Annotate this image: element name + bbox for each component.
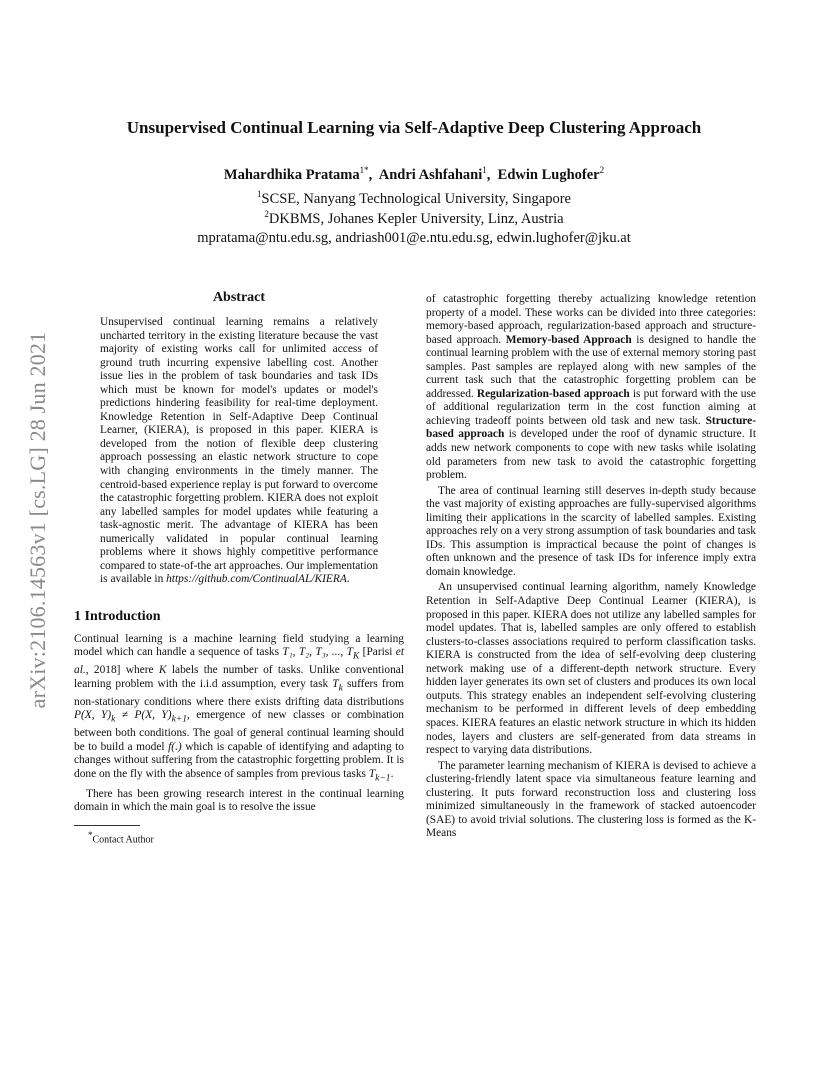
author-2-affil-mark: 1: [482, 165, 487, 175]
footnote-contact-author: [74, 830, 404, 845]
term-regularization-based: Regularization-based approach: [476, 387, 630, 400]
intro-p1-text-7: which is capable of identifying and adapting to changes without suffering from the catastrophic forgetting problem. It is done on the fly with the absence of samples from previous tasks: [74, 740, 405, 780]
intro-p1-text-8: .: [390, 767, 394, 780]
intro-p1-text-5: suffers from non-stationary conditions where there exists drifting data distributions: [74, 677, 404, 708]
math-dist-b-sub: k+1: [171, 714, 187, 725]
math-Tk: [332, 677, 343, 694]
math-task-sequence-base: T₁, T₂, T₃, ..., T: [282, 646, 353, 659]
math-dist-b: ≠ P(X, Y): [115, 709, 172, 722]
section-heading-introduction: 1 Introduction: [74, 608, 161, 624]
right-p1-text-c: is designed to handle the continual learning problem with the use of external memory storing past samples. Past samples are replayed along with new samples of the current task such that the catastrophic forgetting problem can be addressed.: [426, 333, 756, 400]
paper-title: Unsupervised Continual Learning via Self-Adaptive Deep Clustering Approach: [126, 118, 702, 137]
intro-p1-text-4: labels the number of tasks. Unlike conventional learning problem with the i.i.d assumption, every task: [74, 664, 404, 690]
affiliation-2-text: DKBMS, Johanes Kepler University, Linz, Austria: [268, 210, 564, 227]
right-column: [426, 293, 756, 841]
right-p1-text-e: is put forward with the use of additional regularization term in the cost function aiming at achieving tradeoff points between old task and new task.: [426, 387, 756, 427]
affiliation-1-mark: 1: [257, 189, 262, 199]
intro-paragraph-1: [74, 633, 404, 786]
affiliation-1-text: SCSE, Nanyang Technological University, Singapore: [261, 190, 571, 207]
abstract-text: Unsupervised continual learning remains a relatively uncharted territory in the existing literature because the vast majority of existing works call for unlimited access of ground truth incurring expensive labelling cost. Another issue lies in the problem of task boundaries and task IDs which must be known for model's updates or model's predictions hindering feasibility for real-time deployment. Knowledge Retention in Self-Adaptive Deep Continual Learner, (KIERA), is proposed in this paper. KIERA is developed from the notion of flexible deep clustering approach possessing an elastic network structure to cope with changing environments in the timely manner. The centroid-based experience replay is put forward to overcome the catastrophic forgetting problem. KIERA does not exploit any labelled samples for model updates while featuring a task-agnostic merit. The advantage of KIERA has been numerically validated in popular continual learning problems where it shows highly competitive performance compared to state-of-the art approaches. Our implementation is available in: [100, 316, 379, 586]
math-model-f: f(.): [168, 740, 182, 753]
math-task-sequence: [282, 646, 360, 662]
right-paragraph-1: [426, 293, 756, 483]
math-distribution-shift: [74, 709, 187, 725]
intro-p1-text-6: , emergence of new classes or combination between both conditions. The goal of general continual learning should be to build a model: [74, 709, 404, 753]
math-dist-a: P(X, Y): [74, 709, 112, 722]
intro-p1-text-1: Continual learning is a machine learning field studying a learning model which can handle a sequence of tasks: [74, 632, 404, 659]
term-memory-based: Memory-based Approach: [505, 333, 632, 346]
author-1: Mahardhika Pratama: [223, 166, 360, 183]
abstract-heading: Abstract: [212, 290, 266, 305]
footnote-mark: *: [88, 829, 93, 840]
citation-et-al: et al.: [74, 646, 404, 677]
math-dist-a-sub: k: [111, 714, 116, 725]
math-Tk-sub: k: [338, 683, 343, 694]
intro-paragraph-2: There has been growing research interest in the continual learning domain in which the main goal is to resolve the issue: [74, 787, 404, 814]
math-task-sequence-sub: K: [352, 651, 360, 662]
author-1-affil-mark: 1*: [359, 165, 369, 175]
intro-p1-text-2: [Parisi: [359, 646, 396, 659]
affiliation-1: [60, 189, 768, 208]
author-2: Andri Ashfahani: [378, 166, 483, 183]
code-repository-link[interactable]: https://github.com/ContinualAL/KIERA: [166, 573, 347, 586]
term-structure-based: Structure-based approach: [426, 414, 756, 441]
footnote-divider: [74, 825, 140, 826]
footnote-text: Contact Author: [92, 833, 154, 845]
math-Tk-minus-1: [368, 767, 391, 783]
right-paragraph-4: The parameter learning mechanism of KIERA is devised to achieve a clustering-friendly latent space via simultaneous feature learning and clustering. It puts forward reconstruction loss and clustering loss minimized simultaneously in the framework of stacked autoencoder (SAE) to avoid trivial solutions. The clustering loss is formed as the K-Means: [426, 759, 756, 840]
left-column: [74, 290, 404, 845]
right-p1-text-a: of catastrophic forgetting thereby actualizing knowledge retention property of a model. These works can be divided into three categories: memory-based approach, regularization-based approach and structure-based approach.: [426, 293, 756, 346]
affiliation-2-mark: 2: [264, 209, 269, 219]
math-Tk1-base: T: [368, 767, 376, 780]
abstract-tail: .: [346, 573, 350, 586]
arxiv-stamp-text: arXiv:2106.14563v1 [cs.LG] 28 Jun 2021: [25, 331, 50, 709]
author-emails: mpratama@ntu.edu.sg, andriash001@e.ntu.edu.sg, edwin.lughofer@jku.at: [197, 230, 631, 246]
math-Tk-base: T: [332, 677, 339, 690]
right-paragraph-2: The area of continual learning still deserves in-depth study because the vast majority of existing approaches are fully-supervised algorithms limiting their applications in the scarcity of labelled samples. Existing approaches rely on a very strong assumption of task boundaries and task IDs. This assumption is impractical because the point of changes is often unknown and the presence of task IDs for inference imply extra domain knowledge.: [426, 484, 756, 578]
math-Tk1-sub: k−1: [375, 772, 391, 783]
math-K: K: [158, 664, 167, 677]
abstract-body: [100, 316, 378, 587]
affiliation-2: [60, 209, 768, 228]
author-3: Edwin Lughofer: [497, 166, 600, 183]
author-line: Mahardhika Pratama$^{1*}$, Andri Ashfahani$^1$, Edwin Lughofer$^2$: [223, 165, 605, 183]
author-3-affil-mark: 2: [599, 165, 605, 175]
intro-p1-text-3: , 2018] where: [85, 664, 159, 677]
right-p1-text-g: is developed under the roof of dynamic structure. It adds new network components to cope with new tasks while isolating old parameters from new task to avoid the catastrophic forgetting problem.: [426, 428, 756, 482]
right-paragraph-3: An unsupervised continual learning algorithm, namely Knowledge Retention in Self-Adaptive Deep Continual Learner (KIERA), is proposed in this paper. KIERA does not utilize any labelled samples for model updates. That is, labelled samples are only offered to establish clusters-to-classes associations required to perform classification tasks. KIERA is constructed from the idea of self-evolving deep clustering network making use of a different-depth network structure. Every hidden layer generates its own set of clusters and produces its own local outputs. This strategy enables an independent self-evolving clustering mechanism to be performed in different levels of deep embedding spaces. KIERA features an elastic network structure in which its hidden nodes, layers and clusters are self-generated from data streams in respect to varying data distributions.: [426, 581, 756, 757]
